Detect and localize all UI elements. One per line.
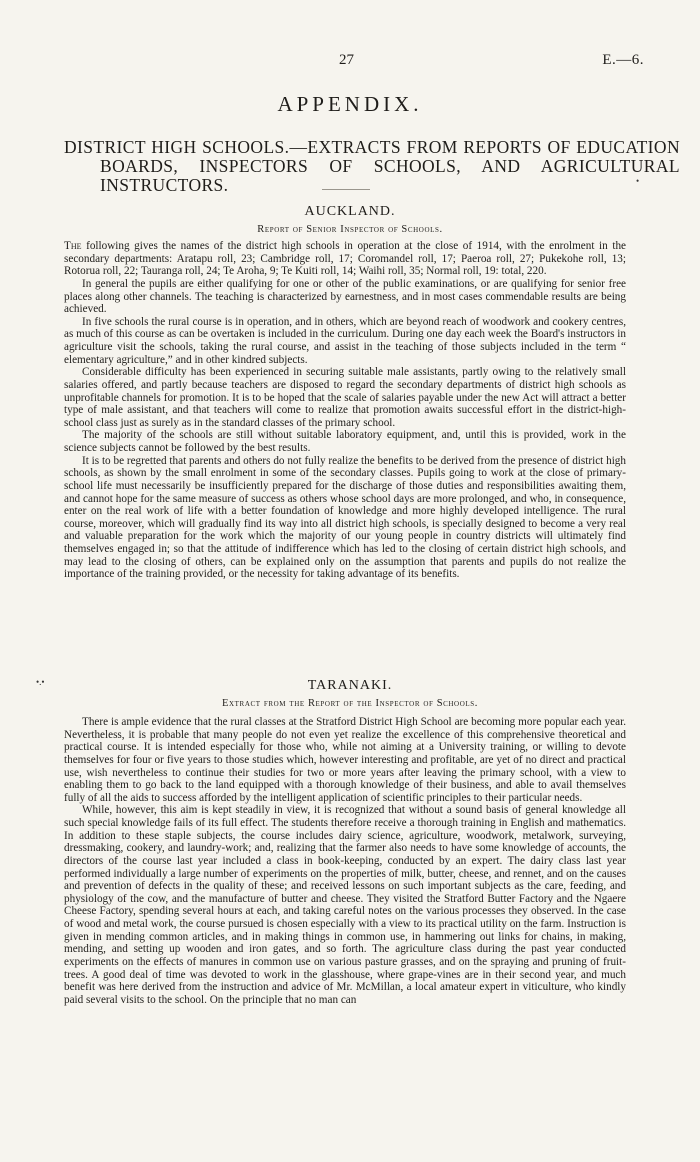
paragraph: The majority of the schools are still without suitable laboratory equipment, and, until this is provided, work in the science subjects cannot be followed by the best results. <box>64 429 626 454</box>
paragraph: In five schools the rural course is in operation, and in others, which are beyond reach of woodwork and cookery centres, as much of this course as can be overtaken is included in the curriculum. During one day each week the Board's instructors in agriculture visit the schools, taking the rural course, and assist in the teaching of those subjects included in the term “ elementary agriculture,” and in other kindred subjects. <box>64 315 626 366</box>
page-header <box>0 52 700 72</box>
section-title-auckland: AUCKLAND. <box>304 204 396 219</box>
subheading-auckland: Report of Senior Inspector of Schools. <box>257 224 443 235</box>
margin-mark: •.• <box>36 677 45 687</box>
paragraph: Considerable difficulty has been experienced in securing suitable male assistants, partly owing to the relatively small salaries offered, and partly because teachers are disposed to regard the secondary departments of district high schools as unprofitable channels for promotion. It is to be hoped that the scale of salaries payable under the new Act will attract a better type of male assistant, and that teachers will come to realize that promotion awaits successful effort in the district-high-school class just as surely as in the standard classes of the primary school. <box>64 366 626 429</box>
subheading-taranaki: Extract from the Report of the Inspector of Schools. <box>222 698 478 709</box>
paragraph: It is to be regretted that parents and others do not fully realize the benefits to be derived from the presence of district high schools, as shown by the small enrolment in some of the secondary classes. Pupils going to work at the close of primary-school life must necessarily be insufficiently prepared for the discharge of those duties and responsibilities awaiting them, and cannot hope for the same measure of success as others whose school days are more prolonged, and who, in consequence, enter on the real work of life with a better foundation of knowledge and more highly developed intelligence. The rural course, moreover, which will gradually find its way into all district high schools, is specially designed to become a very real and valuable preparation for the work which the majority of our young people in country districts will ultimately find themselves engaged in; so that the attitude of indifference which has led to the closing of certain district high schools, and may lead to the closing of others, can be explained only on the assumption that parents and pupils do not realize the importance of the training provided, or the necessity for taking advantage of its benefits. <box>64 454 626 581</box>
paragraph: While, however, this aim is kept steadily in view, it is recognized that without a sound basis of general knowledge all such special knowledge fails of its full effect. The students therefore receive a thorough training in English and mathematics. In addition to these staple subjects, the course includes dairy science, agriculture, woodwork, metalwork, surveying, dressmaking, cookery, and laundry-work; and, realizing that the farmer also needs to have some knowledge of accounts, the directors of the course last year included a class in book-keeping, conducted by an expert. The dairy class last year performed individually a large number of experiments on the properties of milk, butter, cheese, and rennet, and on the causes and prevention of defects in the quality of these; and received lessons on such important subjects as the care, feeding, and physiology of the cow, and the manufacture of butter and cheese. They visited the Stratford Butter Factory and the Ngaere Cheese Factory, spending several hours at each, and taking careful notes on the various processes they observed. In the case of wood and metal work, the course pursued is chosen especially with a view to its practical utility on the farm. Instruction is given in mending common articles, and in making things in common use, in hammering out links for chains, in making, mending, and setting up wooden and iron gates, and so forth. The agriculture class during the past year conducted experiments on the effects of manures in common use on various pasture grasses, and on the spraying and pruning of fruit-trees. A good deal of time was devoted to work in the glasshouse, where grape-vines are in their second year, and much benefit was here derived from the instruction and advice of Mr. McMillan, a local amateur expert in viticulture, who kindly paid several visits to the school. On the principle that no man can <box>64 804 626 1006</box>
title-divider <box>322 189 370 190</box>
taranaki-body <box>64 716 626 1006</box>
section-title-taranaki: TARANAKI. <box>307 678 393 693</box>
margin-mark: • <box>636 176 640 186</box>
document-code: E.—6. <box>602 52 644 68</box>
lead-word: The <box>64 240 82 252</box>
main-title: DISTRICT HIGH SCHOOLS.—EXTRACTS FROM REPORTS OF EDUCATION BOARDS, INSPECTORS OF SCHOOLS, AND AGRICULTURAL INSTRUCTORS. <box>64 137 680 195</box>
paragraph: In general the pupils are either qualifying for one or other of the public examinations, or are qualifying for senior free places along other channels. The teaching is characterized by earnestness, and in most cases commendable results are being achieved. <box>64 277 626 316</box>
appendix-heading: APPENDIX. <box>277 92 423 116</box>
paragraph <box>64 240 626 278</box>
paragraph-text: following gives the names of the district high schools in operation at the close of 1914, with the enrolment in the secondary departments: Aratapu roll, 23; Cambridge roll, 17; Coromandel roll, 17; Paeroa roll, 27; Pukekohe roll, 13; Rotorua roll, 22; Tauranga roll, 24; Te Aroha, 9; Te Kuiti roll, 14; Waihi roll, 35; Normal roll, 19: total, 220. <box>64 240 627 278</box>
paragraph: There is ample evidence that the rural classes at the Stratford District High School are becoming more popular each year. Nevertheless, it is probable that many people do not even yet realize the excellence of this comprehensive theoretical and practical course. It is intended especially for those who, while not aiming at a University training, or willing to devote themselves for four or five years to those studies which, however interesting and profitable, are yet of no direct and practical use, wish nevertheless to continue their studies for two or more years after leaving the primary school, with a view to enabling them to go back to the land equipped with a thorough knowledge of their business, and able to avail themselves fully of all the aids to success afforded by the intelligent application of scientific principles to their particular needs. <box>64 716 626 804</box>
page-number: 27 <box>339 52 354 68</box>
auckland-body <box>64 240 626 581</box>
